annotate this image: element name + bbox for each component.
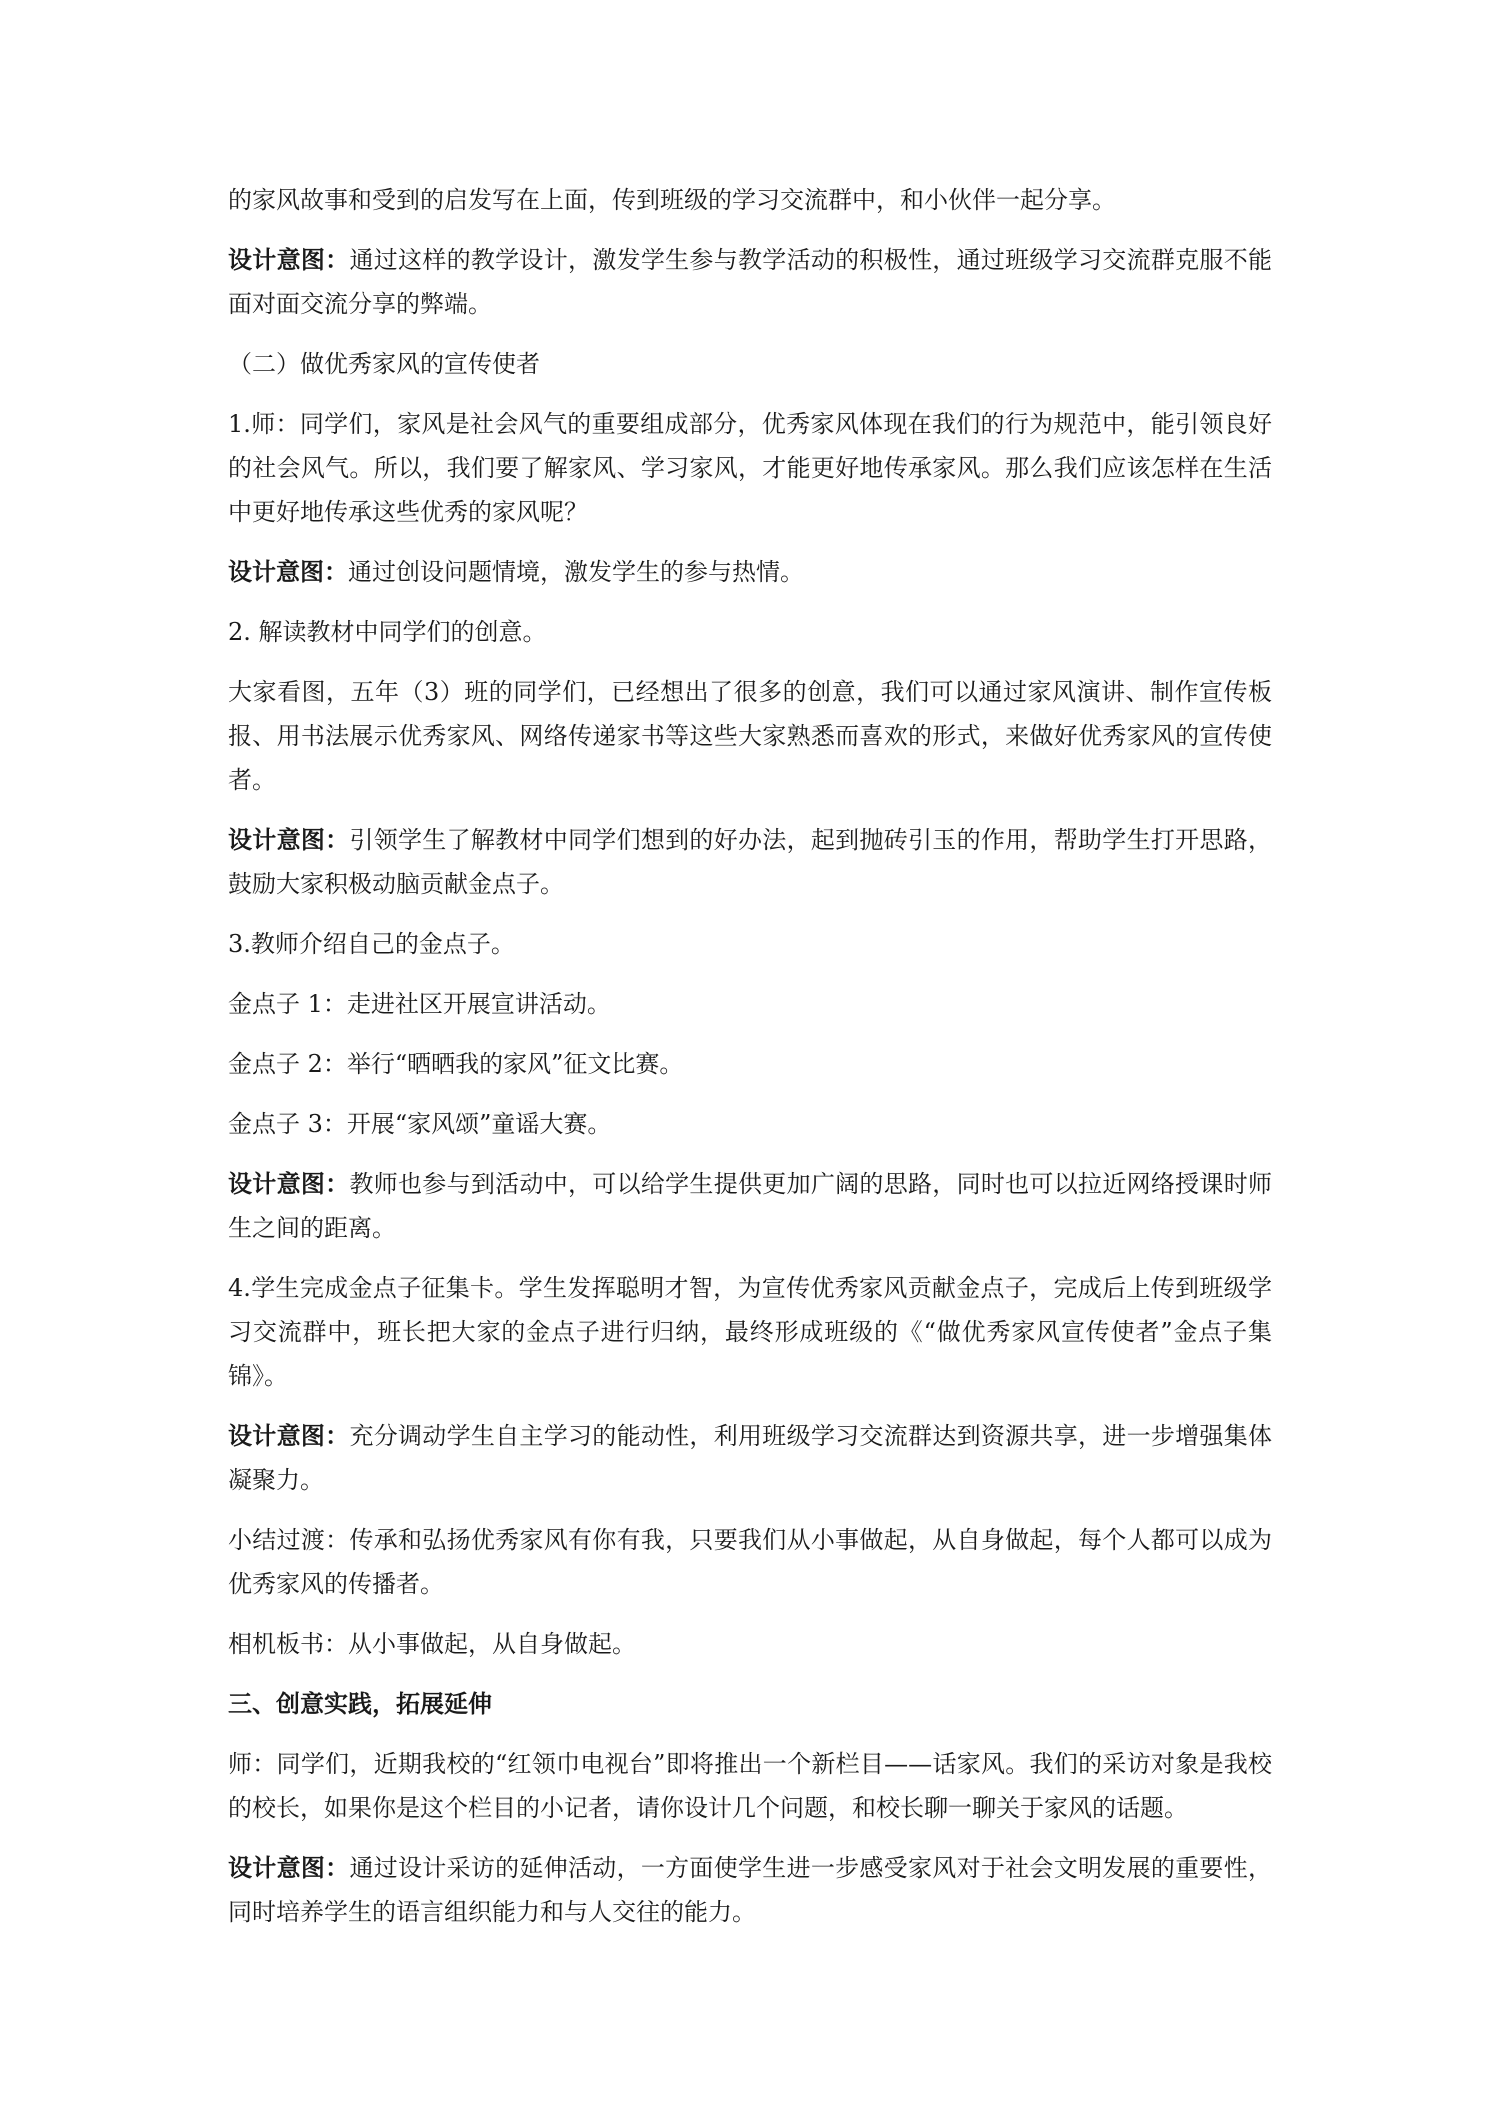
section-heading-3 <box>228 1682 1272 1726</box>
paragraph-text: 的家风故事和受到的启发写在上面，传到班级的学习交流群中，和小伙伴一起分享。 <box>228 186 1116 214</box>
paragraph-text: 3.教师介绍自己的金点子。 <box>228 930 515 958</box>
design-intent-label: 设计意图： <box>228 1170 350 1198</box>
section-heading-text: （二）做优秀家风的宣传使者 <box>228 350 540 378</box>
paragraph-text: 金点子 2：举行“晒晒我的家风”征文比赛。 <box>228 1050 684 1078</box>
design-intent-label: 设计意图： <box>228 558 348 586</box>
design-intent-2 <box>228 550 1272 594</box>
design-intent-label: 设计意图： <box>228 1854 350 1882</box>
design-intent-text: 教师也参与到活动中，可以给学生提供更加广阔的思路，同时也可以拉近网络授课时师生之间的距离。 <box>228 1170 1273 1242</box>
section-heading-text: 三、创意实践，拓展延伸 <box>228 1690 492 1718</box>
paragraph-golden-idea-2 <box>228 1042 1272 1086</box>
design-intent-label: 设计意图： <box>228 246 350 274</box>
paragraph-text: 1.师：同学们，家风是社会风气的重要组成部分，优秀家风体现在我们的行为规范中，能引领良好的社会风气。所以，我们要了解家风、学习家风，才能更好地传承家风。那么我们应该怎样在生活中更好地传承这些优秀的家风呢？ <box>228 410 1272 526</box>
paragraph-text: 小结过渡：传承和弘扬优秀家风有你有我，只要我们从小事做起，从自身做起，每个人都可以成为优秀家风的传播者。 <box>228 1526 1272 1598</box>
design-intent-4 <box>228 1162 1272 1250</box>
paragraph-step-3 <box>228 922 1272 966</box>
design-intent-text: 充分调动学生自主学习的能动性，利用班级学习交流群达到资源共享，进一步增强集体凝聚力。 <box>228 1422 1273 1494</box>
paragraph-board-note <box>228 1622 1272 1666</box>
paragraph-text: 大家看图，五年（3）班的同学们，已经想出了很多的创意，我们可以通过家风演讲、制作宣传板报、用书法展示优秀家风、网络传递家书等这些大家熟悉而喜欢的形式，来做好优秀家风的宣传使者。 <box>228 678 1272 794</box>
section-heading-2 <box>228 342 1272 386</box>
design-intent-text: 通过设计采访的延伸活动，一方面使学生进一步感受家风对于社会文明发展的重要性，同时培养学生的语言组织能力和与人交往的能力。 <box>228 1854 1273 1926</box>
paragraph-golden-idea-3 <box>228 1102 1272 1146</box>
paragraph-share-story <box>228 178 1272 222</box>
design-intent-text: 通过这样的教学设计，激发学生参与教学活动的积极性，通过班级学习交流群克服不能面对面交流分享的弊端。 <box>228 246 1273 318</box>
design-intent-label: 设计意图： <box>228 1422 350 1450</box>
design-intent-3 <box>228 818 1272 906</box>
paragraph-step-2 <box>228 610 1272 654</box>
paragraph-text: 金点子 3：开展“家风颂”童谣大赛。 <box>228 1110 612 1138</box>
design-intent-5 <box>228 1414 1272 1502</box>
paragraph-step-4 <box>228 1266 1272 1398</box>
design-intent-label: 设计意图： <box>228 826 350 854</box>
paragraph-text: 师：同学们，近期我校的“红领巾电视台”即将推出一个新栏目——话家风。我们的采访对象是我校的校长，如果你是这个栏目的小记者，请你设计几个问题，和校长聊一聊关于家风的话题。 <box>228 1750 1272 1822</box>
paragraph-text: 相机板书：从小事做起，从自身做起。 <box>228 1630 636 1658</box>
design-intent-text: 引领学生了解教材中同学们想到的好办法，起到抛砖引玉的作用，帮助学生打开思路，鼓励大家积极动脑贡献金点子。 <box>228 826 1273 898</box>
paragraph-text: 金点子 1：走进社区开展宣讲活动。 <box>228 990 611 1018</box>
paragraph-text: 2. 解读教材中同学们的创意。 <box>228 618 547 646</box>
design-intent-1 <box>228 238 1272 326</box>
paragraph-text: 4.学生完成金点子征集卡。学生发挥聪明才智，为宣传优秀家风贡献金点子，完成后上传到班级学习交流群中，班长把大家的金点子进行归纳，最终形成班级的《“做优秀家风宣传使者”金点子集锦》。 <box>228 1274 1272 1390</box>
paragraph-golden-idea-1 <box>228 982 1272 1026</box>
paragraph-class-ideas <box>228 670 1272 802</box>
design-intent-6 <box>228 1846 1272 1934</box>
paragraph-teacher-question <box>228 402 1272 534</box>
document-page <box>228 178 1272 1950</box>
design-intent-text: 通过创设问题情境，激发学生的参与热情。 <box>348 558 804 586</box>
paragraph-interview <box>228 1742 1272 1830</box>
paragraph-summary <box>228 1518 1272 1606</box>
